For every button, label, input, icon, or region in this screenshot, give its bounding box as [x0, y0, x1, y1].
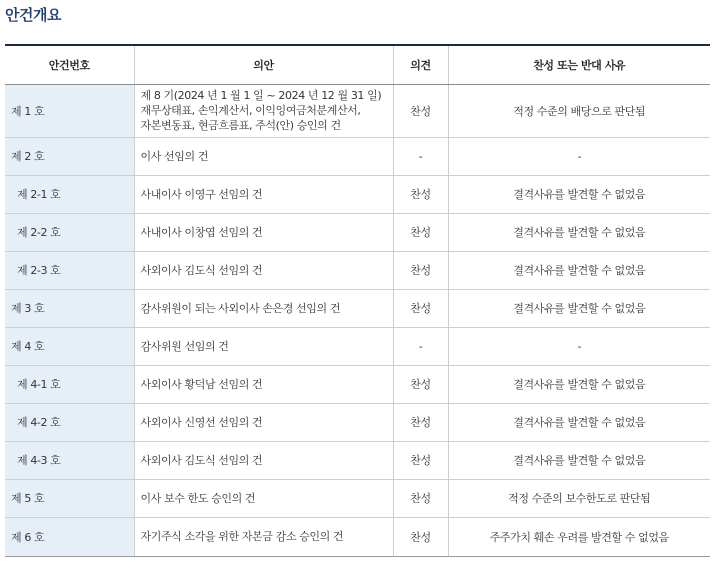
agenda-number: 제 4-3 호	[5, 441, 134, 479]
opinion: 찬성	[393, 403, 448, 441]
opinion: 찬성	[393, 175, 448, 213]
reason: 결격사유를 발견할 수 없었음	[448, 365, 710, 403]
opinion: 찬성	[393, 251, 448, 289]
table-row	[5, 479, 710, 517]
table-row	[5, 213, 710, 251]
table-header-row	[5, 45, 710, 84]
agenda-text: 사내이사 이영구 선임의 건	[134, 175, 393, 213]
table-row	[5, 84, 710, 137]
table-row	[5, 517, 710, 556]
opinion: 찬성	[393, 479, 448, 517]
reason: 결격사유를 발견할 수 없었음	[448, 441, 710, 479]
reason: 주주가치 훼손 우려를 발견할 수 없었음	[448, 517, 710, 556]
reason: 결격사유를 발견할 수 없었음	[448, 289, 710, 327]
agenda-number: 제 6 호	[5, 517, 134, 556]
agenda-number: 제 3 호	[5, 289, 134, 327]
opinion: 찬성	[393, 289, 448, 327]
agenda-number: 제 1 호	[5, 84, 134, 137]
header-agenda-number: 안건번호	[5, 45, 134, 84]
agenda-text: 이사 보수 한도 승인의 건	[134, 479, 393, 517]
opinion: -	[393, 137, 448, 175]
table-row	[5, 175, 710, 213]
agenda-number: 제 2 호	[5, 137, 134, 175]
table-row	[5, 251, 710, 289]
agenda-text: 감사위원이 되는 사외이사 손은경 선임의 건	[134, 289, 393, 327]
reason: 결격사유를 발견할 수 없었음	[448, 175, 710, 213]
agenda-text-line: 제 8 기(2024 년 1 월 1 일 ~ 2024 년 12 월 31 일)	[140, 89, 382, 102]
agenda-number: 제 2-2 호	[5, 213, 134, 251]
opinion: 찬성	[393, 84, 448, 137]
opinion: 찬성	[393, 441, 448, 479]
reason: 적정 수준의 보수한도로 판단됨	[448, 479, 710, 517]
table-row	[5, 327, 710, 365]
agenda-text	[134, 84, 393, 137]
agenda-text-line: 재무상태표, 손익계산서, 이익잉여금처분계산서,	[140, 104, 361, 117]
agenda-number: 제 2-3 호	[5, 251, 134, 289]
agenda-text: 사외이사 김도식 선임의 건	[134, 441, 393, 479]
reason: 결격사유를 발견할 수 없었음	[448, 213, 710, 251]
table-row	[5, 289, 710, 327]
agenda-text: 이사 선임의 건	[134, 137, 393, 175]
table-row	[5, 137, 710, 175]
opinion: 찬성	[393, 213, 448, 251]
header-agenda: 의안	[134, 45, 393, 84]
agenda-text-line: 자본변동표, 현금흐름표, 주석(안) 승인의 건	[140, 119, 341, 132]
agenda-text: 자기주식 소각을 위한 자본금 감소 승인의 건	[134, 517, 393, 556]
opinion: 찬성	[393, 365, 448, 403]
agenda-number: 제 4 호	[5, 327, 134, 365]
agenda-text: 감사위원 선임의 건	[134, 327, 393, 365]
reason: 결격사유를 발견할 수 없었음	[448, 251, 710, 289]
opinion: -	[393, 327, 448, 365]
page-title: 안건개요	[5, 6, 61, 24]
reason: -	[448, 137, 710, 175]
agenda-number: 제 5 호	[5, 479, 134, 517]
agenda-text: 사외이사 김도식 선임의 건	[134, 251, 393, 289]
opinion: 찬성	[393, 517, 448, 556]
reason: 결격사유를 발견할 수 없었음	[448, 403, 710, 441]
header-reason: 찬성 또는 반대 사유	[448, 45, 710, 84]
agenda-text: 사내이사 이창엽 선임의 건	[134, 213, 393, 251]
agenda-table	[5, 44, 710, 557]
agenda-text: 사외이사 황덕남 선임의 건	[134, 365, 393, 403]
agenda-number: 제 2-1 호	[5, 175, 134, 213]
reason: -	[448, 327, 710, 365]
agenda-text: 사외이사 신영선 선임의 건	[134, 403, 393, 441]
header-opinion: 의견	[393, 45, 448, 84]
agenda-number: 제 4-2 호	[5, 403, 134, 441]
table-row	[5, 441, 710, 479]
agenda-number: 제 4-1 호	[5, 365, 134, 403]
table-row	[5, 403, 710, 441]
reason: 적정 수준의 배당으로 판단됨	[448, 84, 710, 137]
table-row	[5, 365, 710, 403]
